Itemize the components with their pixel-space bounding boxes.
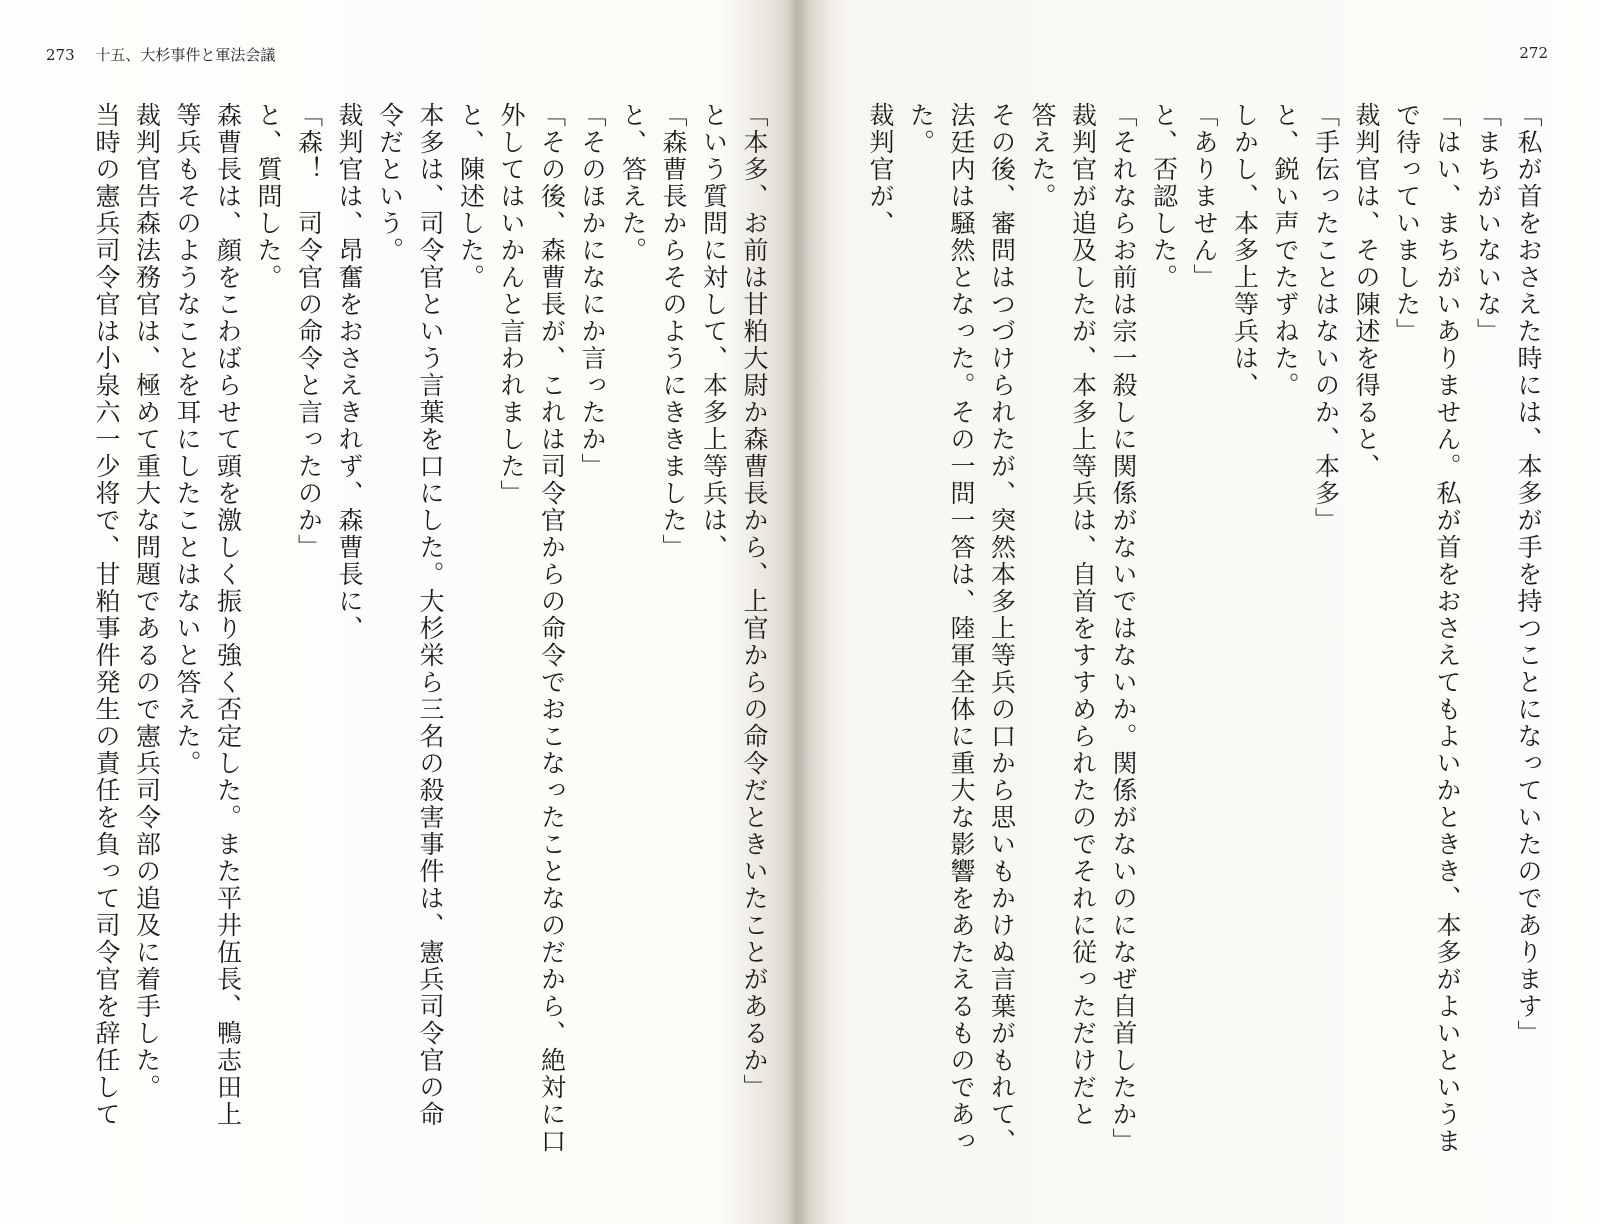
text-line: 「その後、森曹長が、これは司令官からの命令でおこなったことなのだから、絶対に口 bbox=[537, 102, 567, 1155]
text-line: 「それならお前は宗一殺しに関係がないではないか。関係がないのになぜ自首したか」 bbox=[1109, 102, 1138, 1155]
text-line: と、質問した。 bbox=[254, 102, 283, 291]
text-line: その後、審問はつづけられたが、突然本多上等兵の口から思いもかけぬ言葉がもれて、 bbox=[987, 102, 1017, 1155]
text-line: 外してはいかんと言われました」 bbox=[497, 102, 526, 507]
text-line: 「私が首をおさえた時には、本多が手を持つことになっていたのであります」 bbox=[1514, 102, 1543, 1047]
text-line: 裁判官は、昂奮をおさえきれず、森曹長に、 bbox=[335, 102, 364, 642]
text-line: 等兵もそのようなことを耳にしたことはないと答えた。 bbox=[173, 102, 202, 777]
left-page-header bbox=[46, 44, 275, 65]
text-line: 森曹長は、顔をこわばらせて頭を激しく振り強く否定した。また平井伍長、鴨志田上 bbox=[213, 102, 243, 1128]
text-line: 裁判官告森法務官は、極めて重大な問題であるので憲兵司令部の追及に着手した。 bbox=[132, 102, 162, 1101]
running-title: 十五、大杉事件と軍法会議 bbox=[95, 46, 276, 64]
right-page-header bbox=[1519, 44, 1548, 62]
text-line: 「森曹長からそのようにききました」 bbox=[659, 102, 688, 561]
text-line: 「手伝ったことはないのか、本多」 bbox=[1311, 102, 1341, 534]
left-page-number: 273 bbox=[46, 46, 75, 64]
text-line: と、陳述した。 bbox=[456, 102, 486, 291]
text-line: 「ありません」 bbox=[1190, 102, 1219, 291]
text-line: 「まちがいないな」 bbox=[1473, 102, 1503, 345]
text-line: と、答えた。 bbox=[618, 102, 648, 264]
right-page-text bbox=[808, 102, 1548, 1202]
text-line: 裁判官が、 bbox=[866, 102, 895, 237]
text-line: という質問に対して、本多上等兵は、 bbox=[699, 102, 729, 561]
text-line: 「そのほかになにか言ったか」 bbox=[578, 102, 607, 480]
left-page-text bbox=[14, 102, 774, 1202]
text-line: と、鋭い声でたずねた。 bbox=[1271, 102, 1300, 399]
text-line: 裁判官は、その陳述を得ると、 bbox=[1352, 102, 1381, 480]
text-line: 当時の憲兵司令官は小泉六一少将で、甘粕事件発生の責任を負って司令官を辞任して bbox=[92, 102, 121, 1128]
text-line: と、否認した。 bbox=[1149, 102, 1179, 291]
text-line: 「森！ 司令官の命令と言ったのか」 bbox=[294, 102, 324, 561]
text-line: 法廷内は騒然となった。その一問一答は、陸軍全体に重大な影響をあたえるものであっ bbox=[947, 102, 976, 1155]
text-line: 「本多、お前は甘粕大尉か森曹長から、上官からの命令だときいたことがあるか」 bbox=[740, 102, 769, 1101]
text-line: た。 bbox=[906, 102, 936, 156]
text-line: 本多は、司令官という言葉を口にした。大杉栄ら三名の殺害事件は、憲兵司令官の命 bbox=[416, 102, 445, 1128]
text-line: 令だという。 bbox=[375, 102, 405, 264]
text-line: 「はい、まちがいありません。私が首をおさえてもよいかときき、本多がよいというま bbox=[1433, 102, 1462, 1155]
right-page-number: 272 bbox=[1519, 44, 1548, 62]
text-line: 答えた。 bbox=[1028, 102, 1057, 210]
text-line: で待っていました」 bbox=[1392, 102, 1422, 345]
text-line: 裁判官が追及したが、本多上等兵は、自首をすすめられたのでそれに従っただけだと bbox=[1068, 102, 1098, 1128]
text-line: しかし、本多上等兵は、 bbox=[1230, 102, 1260, 399]
